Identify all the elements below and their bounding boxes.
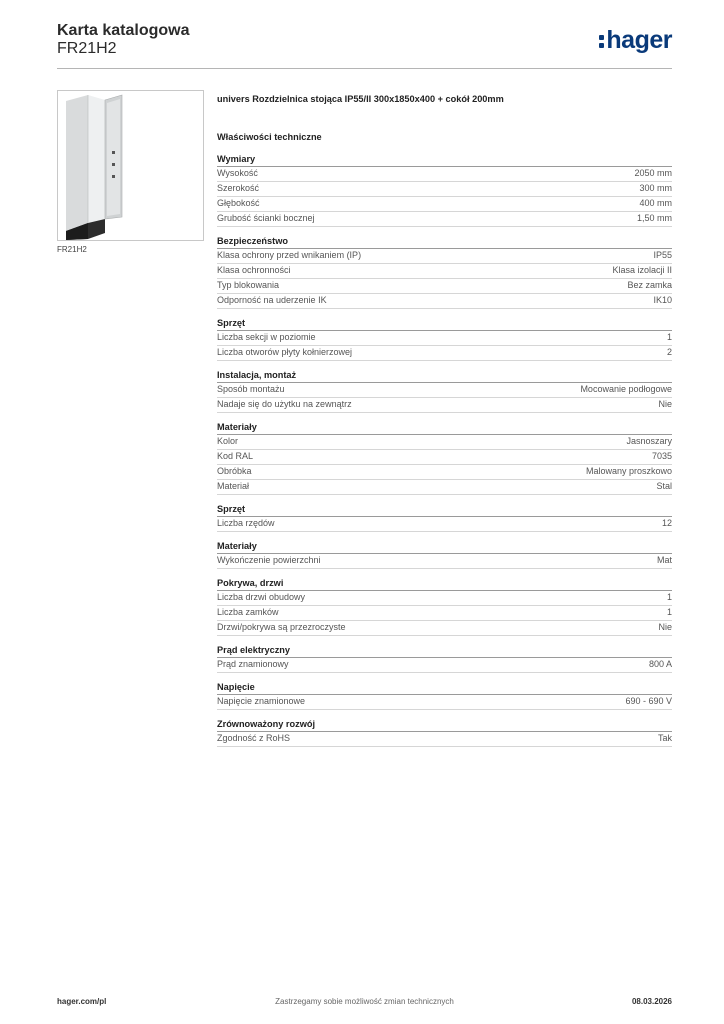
spec-label: Szerokość (217, 183, 260, 193)
footer-date: 08.03.2026 (631, 997, 672, 1006)
spec-label: Liczba rzędów (217, 518, 275, 528)
spec-label: Wysokość (217, 168, 258, 178)
spec-row (217, 480, 672, 495)
section-title: Materiały (217, 540, 672, 554)
enclosure-cabinet-image (58, 91, 203, 240)
spec-row (217, 197, 672, 212)
spec-value: IK10 (653, 295, 672, 305)
properties-heading: Właściwości techniczne (217, 132, 322, 142)
document-title: Karta katalogowa (57, 22, 190, 39)
spec-row (217, 732, 672, 747)
footer-note: Zastrzegamy sobie możliwość zmian technicznych (275, 997, 454, 1006)
spec-value: 1,50 mm (636, 213, 672, 223)
spec-label: Napięcie znamionowe (217, 696, 306, 706)
spec-label: Typ blokowania (217, 280, 280, 290)
product-title: univers Rozdzielnica stojąca IP55/II 300x1850x400 + cokół 200mm (217, 94, 504, 104)
spec-row (217, 212, 672, 227)
spec-row (217, 182, 672, 197)
spec-label: Nadaje się do użytku na zewnątrz (217, 399, 352, 409)
spec-value: 7035 (651, 451, 672, 461)
spec-label: Kolor (217, 436, 239, 446)
spec-row (217, 346, 672, 361)
spec-section (217, 421, 672, 495)
spec-label: Liczba sekcji w poziomie (217, 332, 316, 342)
footer-website-link[interactable]: hager.com/pl (57, 997, 107, 1006)
spec-value: Stal (656, 481, 672, 491)
spec-label: Zgodność z RoHS (217, 733, 291, 743)
spec-sections (217, 153, 672, 747)
spec-label: Materiał (217, 481, 250, 491)
spec-label: Wykończenie powierzchni (217, 555, 321, 565)
section-title: Instalacja, montaż (217, 369, 672, 383)
section-title: Sprzęt (217, 317, 672, 331)
spec-value: 12 (661, 518, 672, 528)
spec-value: IP55 (653, 250, 672, 260)
logo-dots-icon (599, 32, 605, 50)
hager-logo (599, 26, 672, 55)
image-caption: FR21H2 (57, 245, 87, 254)
spec-label: Drzwi/pokrywa są przezroczyste (217, 622, 346, 632)
spec-section (217, 540, 672, 569)
spec-value: 1 (666, 607, 672, 617)
spec-value: Mocowanie podłogowe (580, 384, 672, 394)
product-code: FR21H2 (57, 40, 117, 57)
spec-value: 1 (666, 592, 672, 602)
spec-value: 300 mm (639, 183, 672, 193)
spec-label: Sposób montażu (217, 384, 285, 394)
spec-label: Kod RAL (217, 451, 254, 461)
product-image (57, 90, 204, 241)
spec-row (217, 249, 672, 264)
spec-section (217, 235, 672, 309)
spec-row (217, 167, 672, 182)
spec-value: Nie (658, 399, 672, 409)
spec-label: Odporność na uderzenie IK (217, 295, 327, 305)
section-title: Napięcie (217, 681, 672, 695)
spec-value: Mat (656, 555, 672, 565)
spec-row (217, 331, 672, 346)
spec-value: Bez zamka (627, 280, 672, 290)
spec-value: 2 (666, 347, 672, 357)
spec-row (217, 435, 672, 450)
spec-value: Nie (658, 622, 672, 632)
spec-row (217, 554, 672, 569)
section-title: Bezpieczeństwo (217, 235, 672, 249)
spec-section (217, 644, 672, 673)
spec-row (217, 398, 672, 413)
spec-row (217, 658, 672, 673)
spec-label: Głębokość (217, 198, 260, 208)
spec-row (217, 450, 672, 465)
spec-label: Liczba zamków (217, 607, 279, 617)
section-title: Sprzęt (217, 503, 672, 517)
spec-row (217, 465, 672, 480)
spec-value: 1 (666, 332, 672, 342)
spec-value: 800 A (648, 659, 672, 669)
section-title: Materiały (217, 421, 672, 435)
spec-row (217, 383, 672, 398)
spec-row (217, 695, 672, 710)
spec-label: Klasa ochronności (217, 265, 291, 275)
spec-value: Jasnoszary (626, 436, 672, 446)
spec-row (217, 264, 672, 279)
spec-value: Malowany proszkowo (585, 466, 672, 476)
logo-text: hager (606, 26, 672, 54)
spec-row (217, 591, 672, 606)
spec-label: Liczba otworów płyty kołnierzowej (217, 347, 353, 357)
spec-value: 400 mm (639, 198, 672, 208)
spec-section (217, 369, 672, 413)
spec-section (217, 503, 672, 532)
section-title: Pokrywa, drzwi (217, 577, 672, 591)
spec-row (217, 517, 672, 532)
spec-section (217, 718, 672, 747)
spec-label: Klasa ochrony przed wnikaniem (IP) (217, 250, 362, 260)
section-title: Prąd elektryczny (217, 644, 672, 658)
spec-label: Grubość ścianki bocznej (217, 213, 315, 223)
spec-value: 690 - 690 V (625, 696, 672, 706)
spec-row (217, 279, 672, 294)
spec-section (217, 577, 672, 636)
spec-content (217, 94, 672, 755)
spec-value: Tak (657, 733, 672, 743)
spec-value: Klasa izolacji II (612, 265, 672, 275)
section-title: Zrównoważony rozwój (217, 718, 672, 732)
spec-section (217, 317, 672, 361)
spec-label: Prąd znamionowy (217, 659, 289, 669)
spec-row (217, 606, 672, 621)
spec-value: 2050 mm (634, 168, 672, 178)
spec-row (217, 621, 672, 636)
page-header (57, 20, 672, 69)
spec-row (217, 294, 672, 309)
spec-section (217, 153, 672, 227)
spec-label: Liczba drzwi obudowy (217, 592, 306, 602)
section-title: Wymiary (217, 153, 672, 167)
spec-label: Obróbka (217, 466, 252, 476)
spec-section (217, 681, 672, 710)
